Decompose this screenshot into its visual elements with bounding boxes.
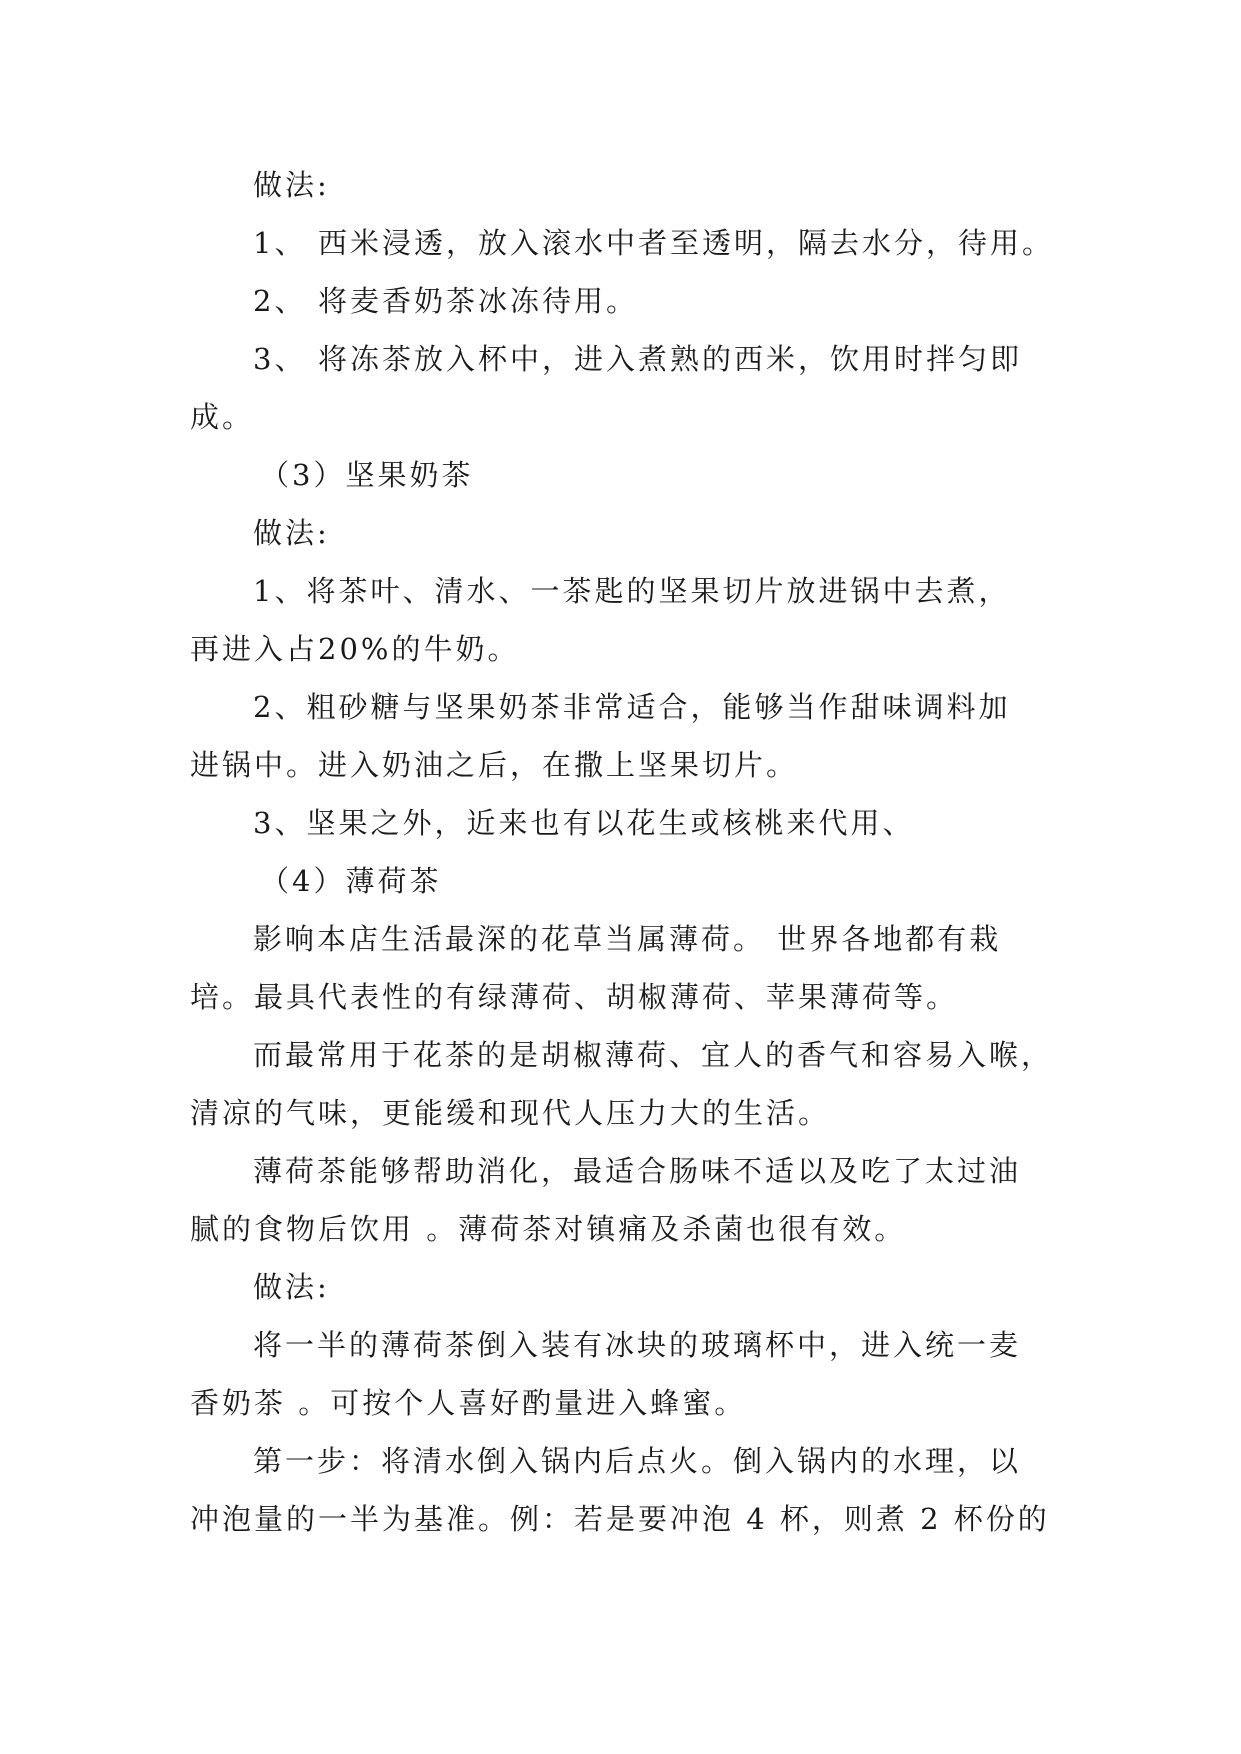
paragraph-line: 培。最具代表性的有绿薄荷、胡椒薄荷、苹果薄荷等。 <box>190 980 959 1014</box>
paragraph-line: 第一步：将清水倒入锅内后点火。倒入锅内的水理，以 <box>253 1444 1022 1478</box>
method-heading-3: 做法: <box>253 1270 330 1304</box>
paragraph-line: 将一半的薄荷茶倒入装有冰块的玻璃杯中，进入统一麦 <box>253 1328 1022 1362</box>
section-heading-4: （4）薄荷茶 <box>260 864 442 898</box>
step-number: 3、 <box>253 342 307 376</box>
method-heading-2: 做法: <box>253 516 330 550</box>
step-3 <box>253 340 1113 378</box>
paragraph-line: 香奶茶 。可按个人喜好酌量进入蜂蜜。 <box>190 1386 747 1420</box>
paragraph-line: 清凉的气味，更能缓和现代人压力大的生活。 <box>190 1096 831 1130</box>
paragraph-line: 进锅中。进入奶油之后，在撒上坚果切片。 <box>190 748 799 782</box>
paragraph-line: 2、粗砂糖与坚果奶茶非常适合，能够当作甜味调料加 <box>253 690 1011 724</box>
step-1 <box>253 224 1113 262</box>
paragraph-line: 再进入占20%的牛奶。 <box>190 632 520 666</box>
paragraph-line: 冲泡量的一半为基准。例：若是要冲泡 4 杯，则煮 2 杯份的 <box>190 1502 1050 1536</box>
step-number: 1、 <box>253 226 307 260</box>
step-number: 2、 <box>253 284 307 318</box>
step-text: 西米浸透，放入滚水中者至透明，隔去水分，待用。 <box>318 226 1055 260</box>
step-text: 将冻茶放入杯中，进入煮熟的西米，饮用时拌匀即 <box>318 342 1023 376</box>
paragraph-line: 成。 <box>190 400 255 434</box>
paragraph-line: 影响本店生活最深的花草当属薄荷。 世界各地都有栽 <box>253 922 1002 956</box>
paragraph-line: 薄荷茶能够帮助消化，最适合肠味不适以及吃了太过油 <box>253 1154 1022 1188</box>
method-heading-1: 做法: <box>253 168 330 202</box>
paragraph-line: 1、将茶叶、清水、一茶匙的坚果切片放进锅中去煮， <box>253 574 1011 608</box>
section-heading-3: （3）坚果奶茶 <box>260 458 474 492</box>
paragraph-line: 而最常用于花茶的是胡椒薄荷、宜人的香气和容易入喉， <box>253 1038 1054 1072</box>
step-text: 将麦香奶茶冰冻待用。 <box>318 284 639 318</box>
step-2 <box>253 282 1113 320</box>
paragraph-line: 腻的食物后饮用 。薄荷茶对镇痛及杀菌也很有效。 <box>190 1212 907 1246</box>
paragraph-line: 3、坚果之外，近来也有以花生或核桃来代用、 <box>253 806 915 840</box>
